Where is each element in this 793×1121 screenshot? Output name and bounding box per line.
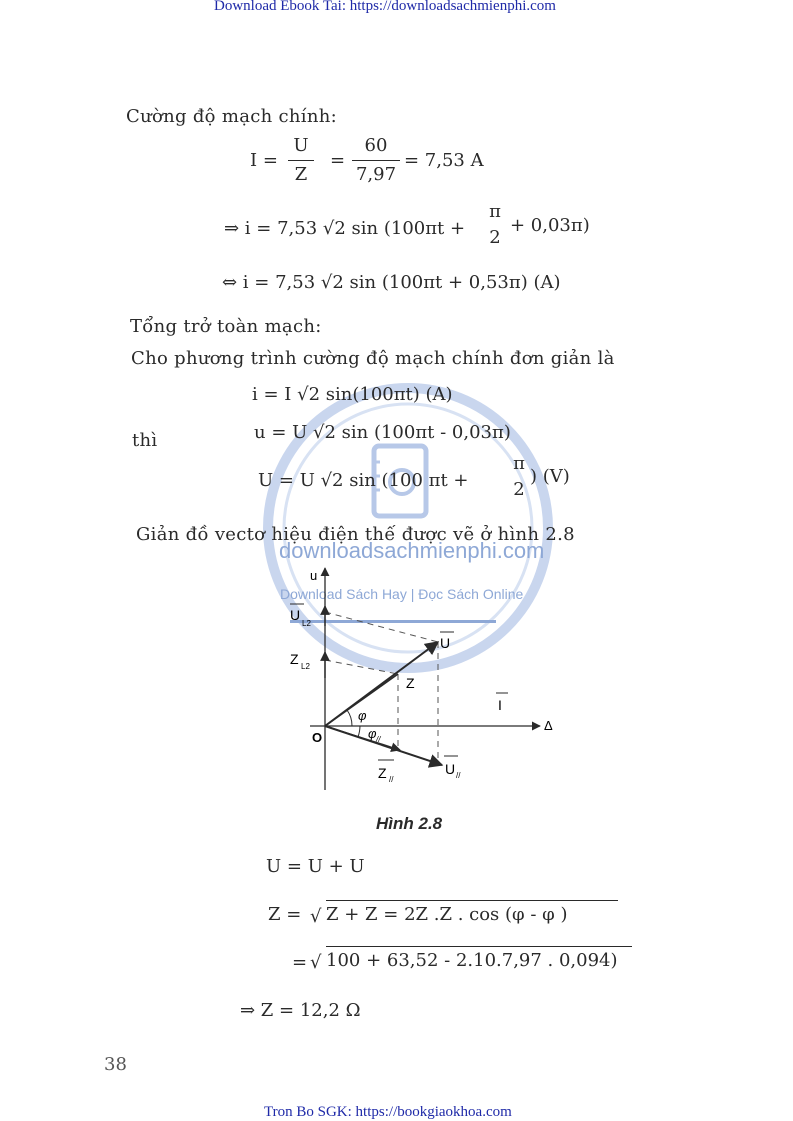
eq-Z-result: ⇒ Z = 12,2 Ω — [240, 1000, 361, 1021]
sqrt-bar-2 — [326, 946, 632, 947]
label-UL: U — [290, 607, 301, 623]
label-u: u — [310, 568, 318, 583]
frac-pi-2-b — [510, 452, 528, 502]
eq-u1: u = U √2 sin (100πt - 0,03π) — [254, 422, 511, 443]
eq-Z1-pre: Z = — [268, 904, 302, 925]
sqrt-bar-1 — [326, 900, 618, 901]
eq-i3: i = I √2 sin(100πt) (A) — [252, 384, 453, 405]
eq-I-lhs: I = — [250, 150, 278, 171]
frac-den-797: 7,97 — [355, 164, 397, 185]
eq-Z1-body: Z + Z = 2Z .Z . cos (φ - φ ) — [326, 904, 568, 925]
eq-phasor: U = U + U — [266, 856, 365, 877]
eq-i1-post: + 0,03π) — [510, 215, 590, 236]
eq-result: = 7,53 A — [404, 150, 484, 171]
label-phi-par: φ — [368, 726, 377, 741]
label-Upar-sub: // — [456, 771, 461, 780]
frac-den-2: 2 — [513, 479, 525, 500]
watermark-tagline: Download Sách Hay | Đọc Sách Online — [280, 586, 524, 602]
eq-Z2-body: 100 + 63,52 - 2.10.7,97 . 0,094) — [326, 950, 618, 971]
sqrt-sign-2: √ — [310, 952, 322, 973]
label-O: O — [312, 730, 323, 745]
label-phi-par-sub: // — [376, 735, 381, 744]
simple-eq-label: Cho phương trình cường độ mạch chính đơn giản là — [131, 348, 615, 369]
frac-60-797 — [352, 134, 400, 187]
frac-den: Z — [294, 164, 308, 185]
frac-num: U — [293, 135, 309, 156]
label-Z: Z — [406, 675, 415, 691]
frac-bar — [288, 160, 314, 161]
label-phi: φ — [358, 708, 367, 723]
footer-link[interactable]: Tron Bo SGK: https://bookgiaokhoa.com — [264, 1104, 512, 1120]
label-delta: Δ — [544, 718, 553, 733]
label-I: I — [498, 697, 502, 713]
frac-num-pi: π — [489, 201, 501, 222]
frac-pi-2 — [486, 200, 504, 250]
frac-U-Z — [288, 134, 314, 187]
label-U: U — [440, 635, 451, 651]
figure-caption: Hình 2.8 — [376, 814, 443, 833]
sqrt-sign-1: √ — [310, 906, 322, 927]
frac-num-pi: π — [513, 453, 525, 474]
label-ZL-sub: L2 — [301, 662, 310, 671]
label-UL-sub: L2 — [302, 619, 311, 628]
header-link[interactable]: Download Ebook Tai: https://downloadsachmienphi.com — [214, 0, 556, 14]
frac-den-2: 2 — [489, 227, 501, 248]
frac-num-60: 60 — [364, 135, 388, 156]
eq-uL-post: ) (V) — [530, 466, 570, 487]
label-Upar: U — [445, 761, 456, 777]
label-ZL: Z — [290, 651, 299, 667]
main-current-label: Cường độ mạch chính: — [126, 106, 337, 127]
watermark-site: downloadsachmienphi.com — [279, 538, 545, 563]
label-Zpar: Z — [378, 765, 387, 781]
thi-label: thì — [132, 430, 158, 451]
frac-bar — [352, 160, 400, 161]
eq-i2: ⇔ i = 7,53 √2 sin (100πt + 0,53π) (A) — [222, 272, 561, 293]
Zpar-vector — [325, 726, 400, 750]
impedance-total-label: Tổng trở toàn mạch: — [130, 316, 322, 337]
page-number: 38 — [104, 1054, 127, 1075]
eq-i1-pre: ⇒ i = 7,53 √2 sin (100πt + — [224, 218, 466, 239]
diagram-intro: Giản đồ vectơ hiệu điện thế được vẽ ở hình 2.8 — [136, 524, 575, 545]
eq-uL-pre: U = U √2 sin (100 πt + — [258, 470, 469, 491]
eq-equals: = — [330, 150, 346, 171]
phasor-diagram — [290, 560, 570, 800]
eq-Z2-pre: = — [292, 952, 308, 973]
label-Zpar-sub: // — [389, 775, 394, 784]
